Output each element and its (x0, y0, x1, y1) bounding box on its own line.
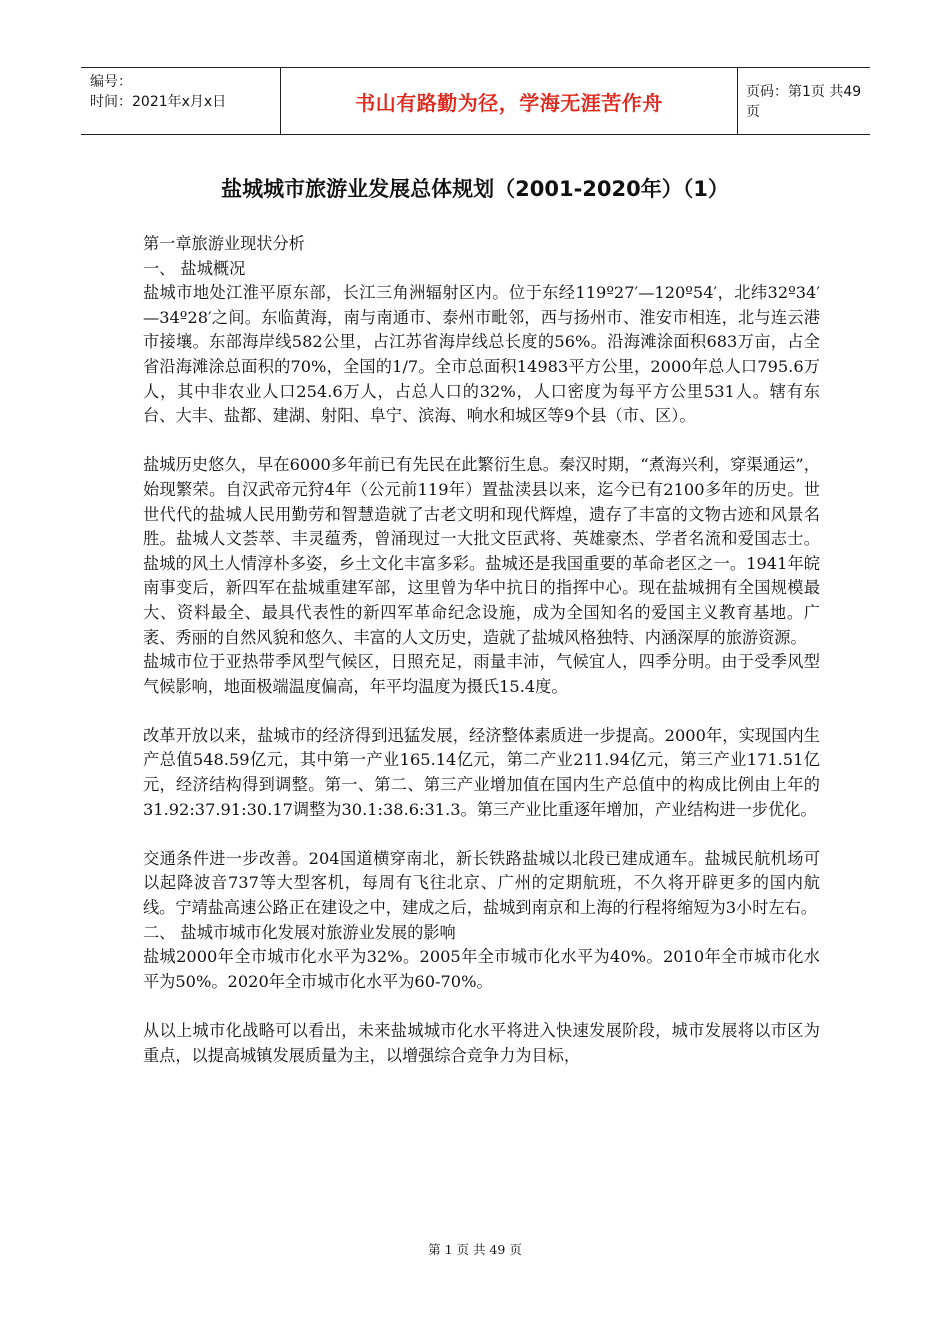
number-label: 编号： (90, 74, 132, 90)
header-page-info (738, 68, 870, 134)
header-motto-cell (280, 68, 738, 134)
paragraph: 盐城2000年全市城市化水平为32%。2005年全市城市化水平为40%。2010年全市城市化水平为50%。2020年全市城市化水平为60-70%。 (143, 947, 820, 991)
header-meta (81, 68, 280, 134)
paragraph: 第一章旅游业现状分析 (143, 234, 305, 253)
motto-text: 书山有路勤为径，学海无涯苦作舟 (355, 90, 663, 115)
paragraph: 从以上城市化战略可以看出，未来盐城城市化水平将进入快速发展阶段，城市发展将以市区为重点，以提高城镇发展质量为主，以增强综合竞争力为目标， (143, 1021, 820, 1065)
page-footer: 第 1 页 共 49 页 (428, 1242, 522, 1257)
page-info-text: 页码：第1页 共49页 (746, 84, 862, 120)
document-body (143, 232, 820, 1068)
paragraph: 一、 盐城概况 (143, 258, 246, 278)
date-label: 时间：2021年x月x日 (90, 94, 227, 110)
paragraph: 改革开放以来，盐城市的经济得到迅猛发展，经济整体素质进一步提高。2000年，实现国内生产总值548.59亿元，其中第一产业165.14亿元，第二产业211.94亿元，第三产业171.51亿元，经济结构得到调整。第一、第二、第三产业增加值在国内生产总值中的构成比例由上年的31.92:37.91:30.17调整为30.1:38.6:31.3。第三产业比重逐年增加，产业结构进一步优化。 (143, 725, 820, 819)
paragraph: 盐城市地处江淮平原东部，长江三角洲辐射区内。位于东经119º27′—120º54′，北纬32º34′—34º28′之间。东临黄海，南与南通市、泰州市毗邻，西与扬州市、淮安市相连，北与连云港市接壤。东部海岸线582公里，占江苏省海岸线总长度的56%。沿海滩涂面积683万亩，占全省沿海滩涂总面积的70%，全国的1/7。全市总面积14983平方公里，2000年总人口795.6万人，其中非农业人口254.6万人，占总人口的32%，人口密度为每平方公里531人。辖有东台、大丰、盐都、建湖、射阳、阜宁、滨海、响水和城区等9个县（市、区）。 (143, 283, 820, 426)
paragraph: 盐城市位于亚热带季风型气候区，日照充足，雨量丰沛，气候宜人，四季分明。由于受季风型气候影响，地面极端温度偏高，年平均温度为摄氏15.4度。 (143, 652, 820, 696)
header-table (81, 67, 870, 135)
document-title: 盐城城市旅游业发展总体规划（2001-2020年）（1） (221, 177, 729, 201)
paragraph: 二、 盐城市城市化发展对旅游业发展的影响 (143, 922, 456, 942)
paragraph: 盐城历史悠久，早在6000多年前已有先民在此繁衍生息。秦汉时期，“煮海兴利，穿渠通运”，始现繁荣。自汉武帝元狩4年（公元前119年）置盐渎县以来，迄今已有2100多年的历史。世世代代的盐城人民用勤劳和智慧造就了古老文明和现代辉煌，遗存了丰富的文物古迹和风景名胜。盐城人文荟萃、丰灵蕴秀，曾涌现过一大批文臣武将、英雄豪杰、学者名流和爱国志士。盐城的风土人情淳朴多姿，乡土文化丰富多彩。盐城还是我国重要的革命老区之一。1941年皖南事变后，新四军在盐城重建军部，这里曾为华中抗日的指挥中心。现在盐城拥有全国规模最大、资料最全、最具代表性的新四军革命纪念设施，成为全国知名的爱国主义教育基地。广袤、秀丽的自然风貌和悠久、丰富的人文历史，造就了盐城风格独特、内涵深厚的旅游资源。 (143, 455, 820, 647)
paragraph: 交通条件进一步改善。204国道横穿南北，新长铁路盐城以北段已建成通车。盐城民航机场可以起降波音737等大型客机，每周有飞往北京、广州的定期航班，不久将开辟更多的国内航线。宁靖盐高速公路正在建设之中，建成之后，盐城到南京和上海的行程将缩短为3小时左右。 (143, 848, 820, 918)
